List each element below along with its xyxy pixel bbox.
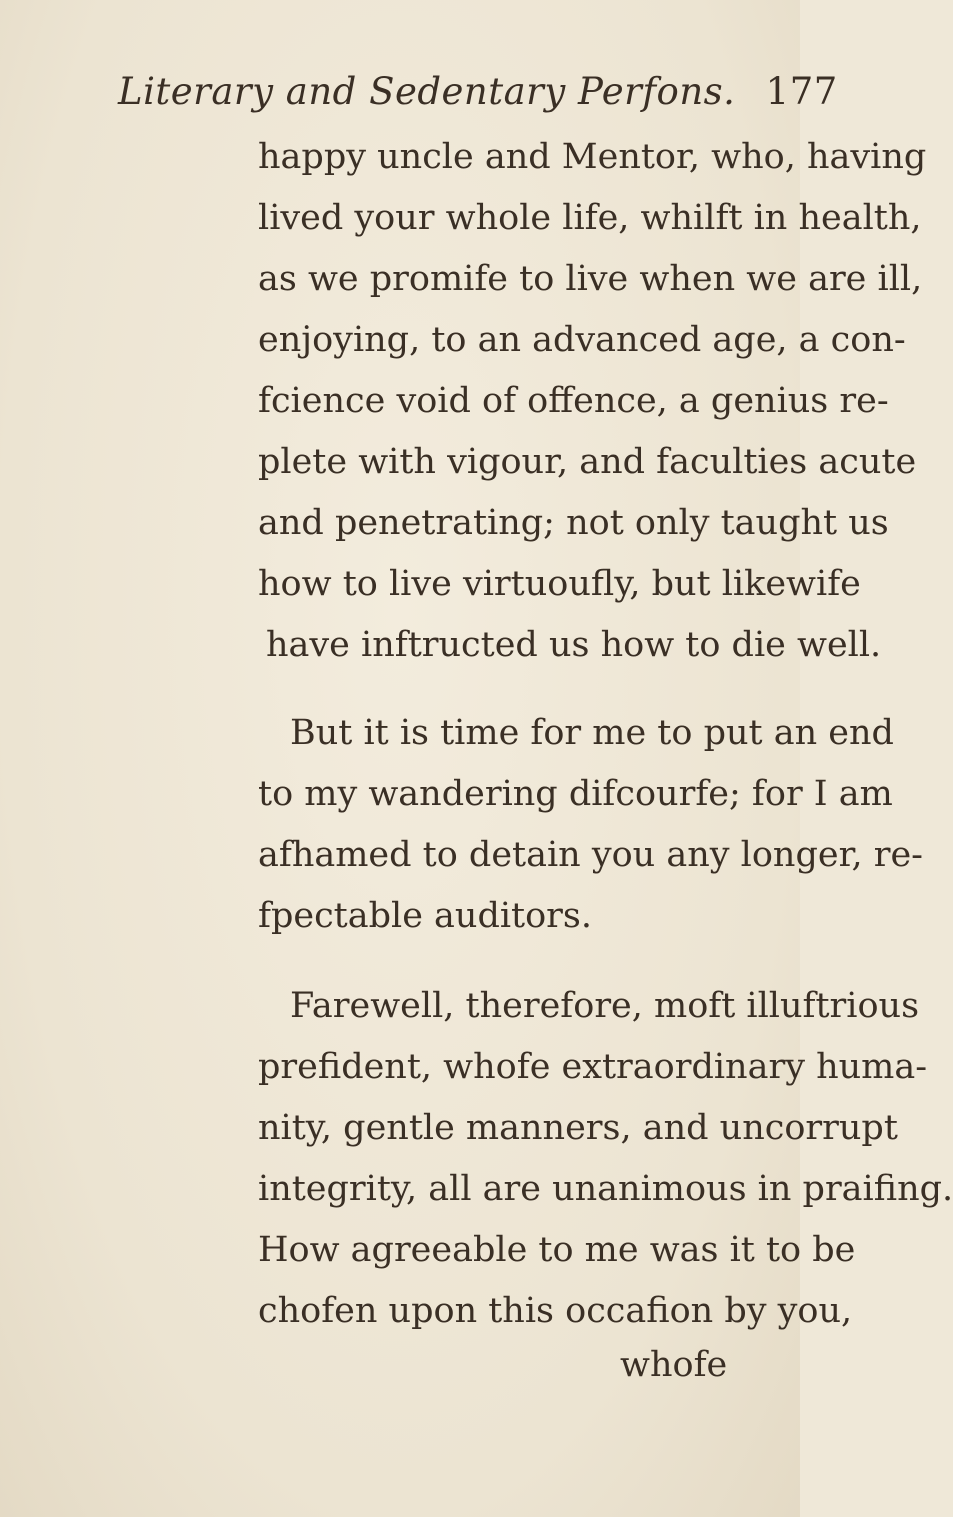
- text-line: chofen upon this occafion by you,: [258, 1291, 853, 1331]
- text-line: enjoying, to an advanced age, a con-: [258, 320, 906, 360]
- text-line: afhamed to detain you any longer, re-: [258, 835, 923, 875]
- text-line: prefident, whofe extraordinary huma-: [258, 1047, 928, 1087]
- text-line: fpectable auditors.: [258, 896, 593, 936]
- text-line: Farewell, therefore, moft illuftrious: [290, 986, 920, 1026]
- text-line: to my wandering difcourfe; for I am: [258, 774, 893, 814]
- running-head-title: Literary and Sedentary Perfons.: [118, 70, 736, 113]
- text-line: have inftructed us how to die well.: [266, 625, 882, 665]
- text-line: and penetrating; not only taught us: [258, 503, 889, 543]
- text-line: integrity, all are unanimous in praifing.: [258, 1169, 953, 1209]
- text-line: as we promife to live when we are ill,: [258, 259, 923, 299]
- text-line: lived your whole life, whilft in health,: [258, 198, 922, 238]
- text-line: But it is time for me to put an end: [290, 713, 894, 753]
- page-number: 177: [765, 70, 838, 113]
- text-line: fcience void of offence, a genius re-: [258, 381, 889, 421]
- text-line: plete with vigour, and faculties acute: [258, 442, 917, 482]
- running-head: [118, 70, 838, 113]
- text-line: how to live virtuoufly, but likewife: [258, 564, 861, 604]
- text-line: happy uncle and Mentor, who, having: [258, 137, 927, 177]
- catchword: whofe: [620, 1345, 728, 1385]
- text-line: nity, gentle manners, and uncorrupt: [258, 1108, 898, 1148]
- text-line: How agreeable to me was it to be: [258, 1230, 856, 1270]
